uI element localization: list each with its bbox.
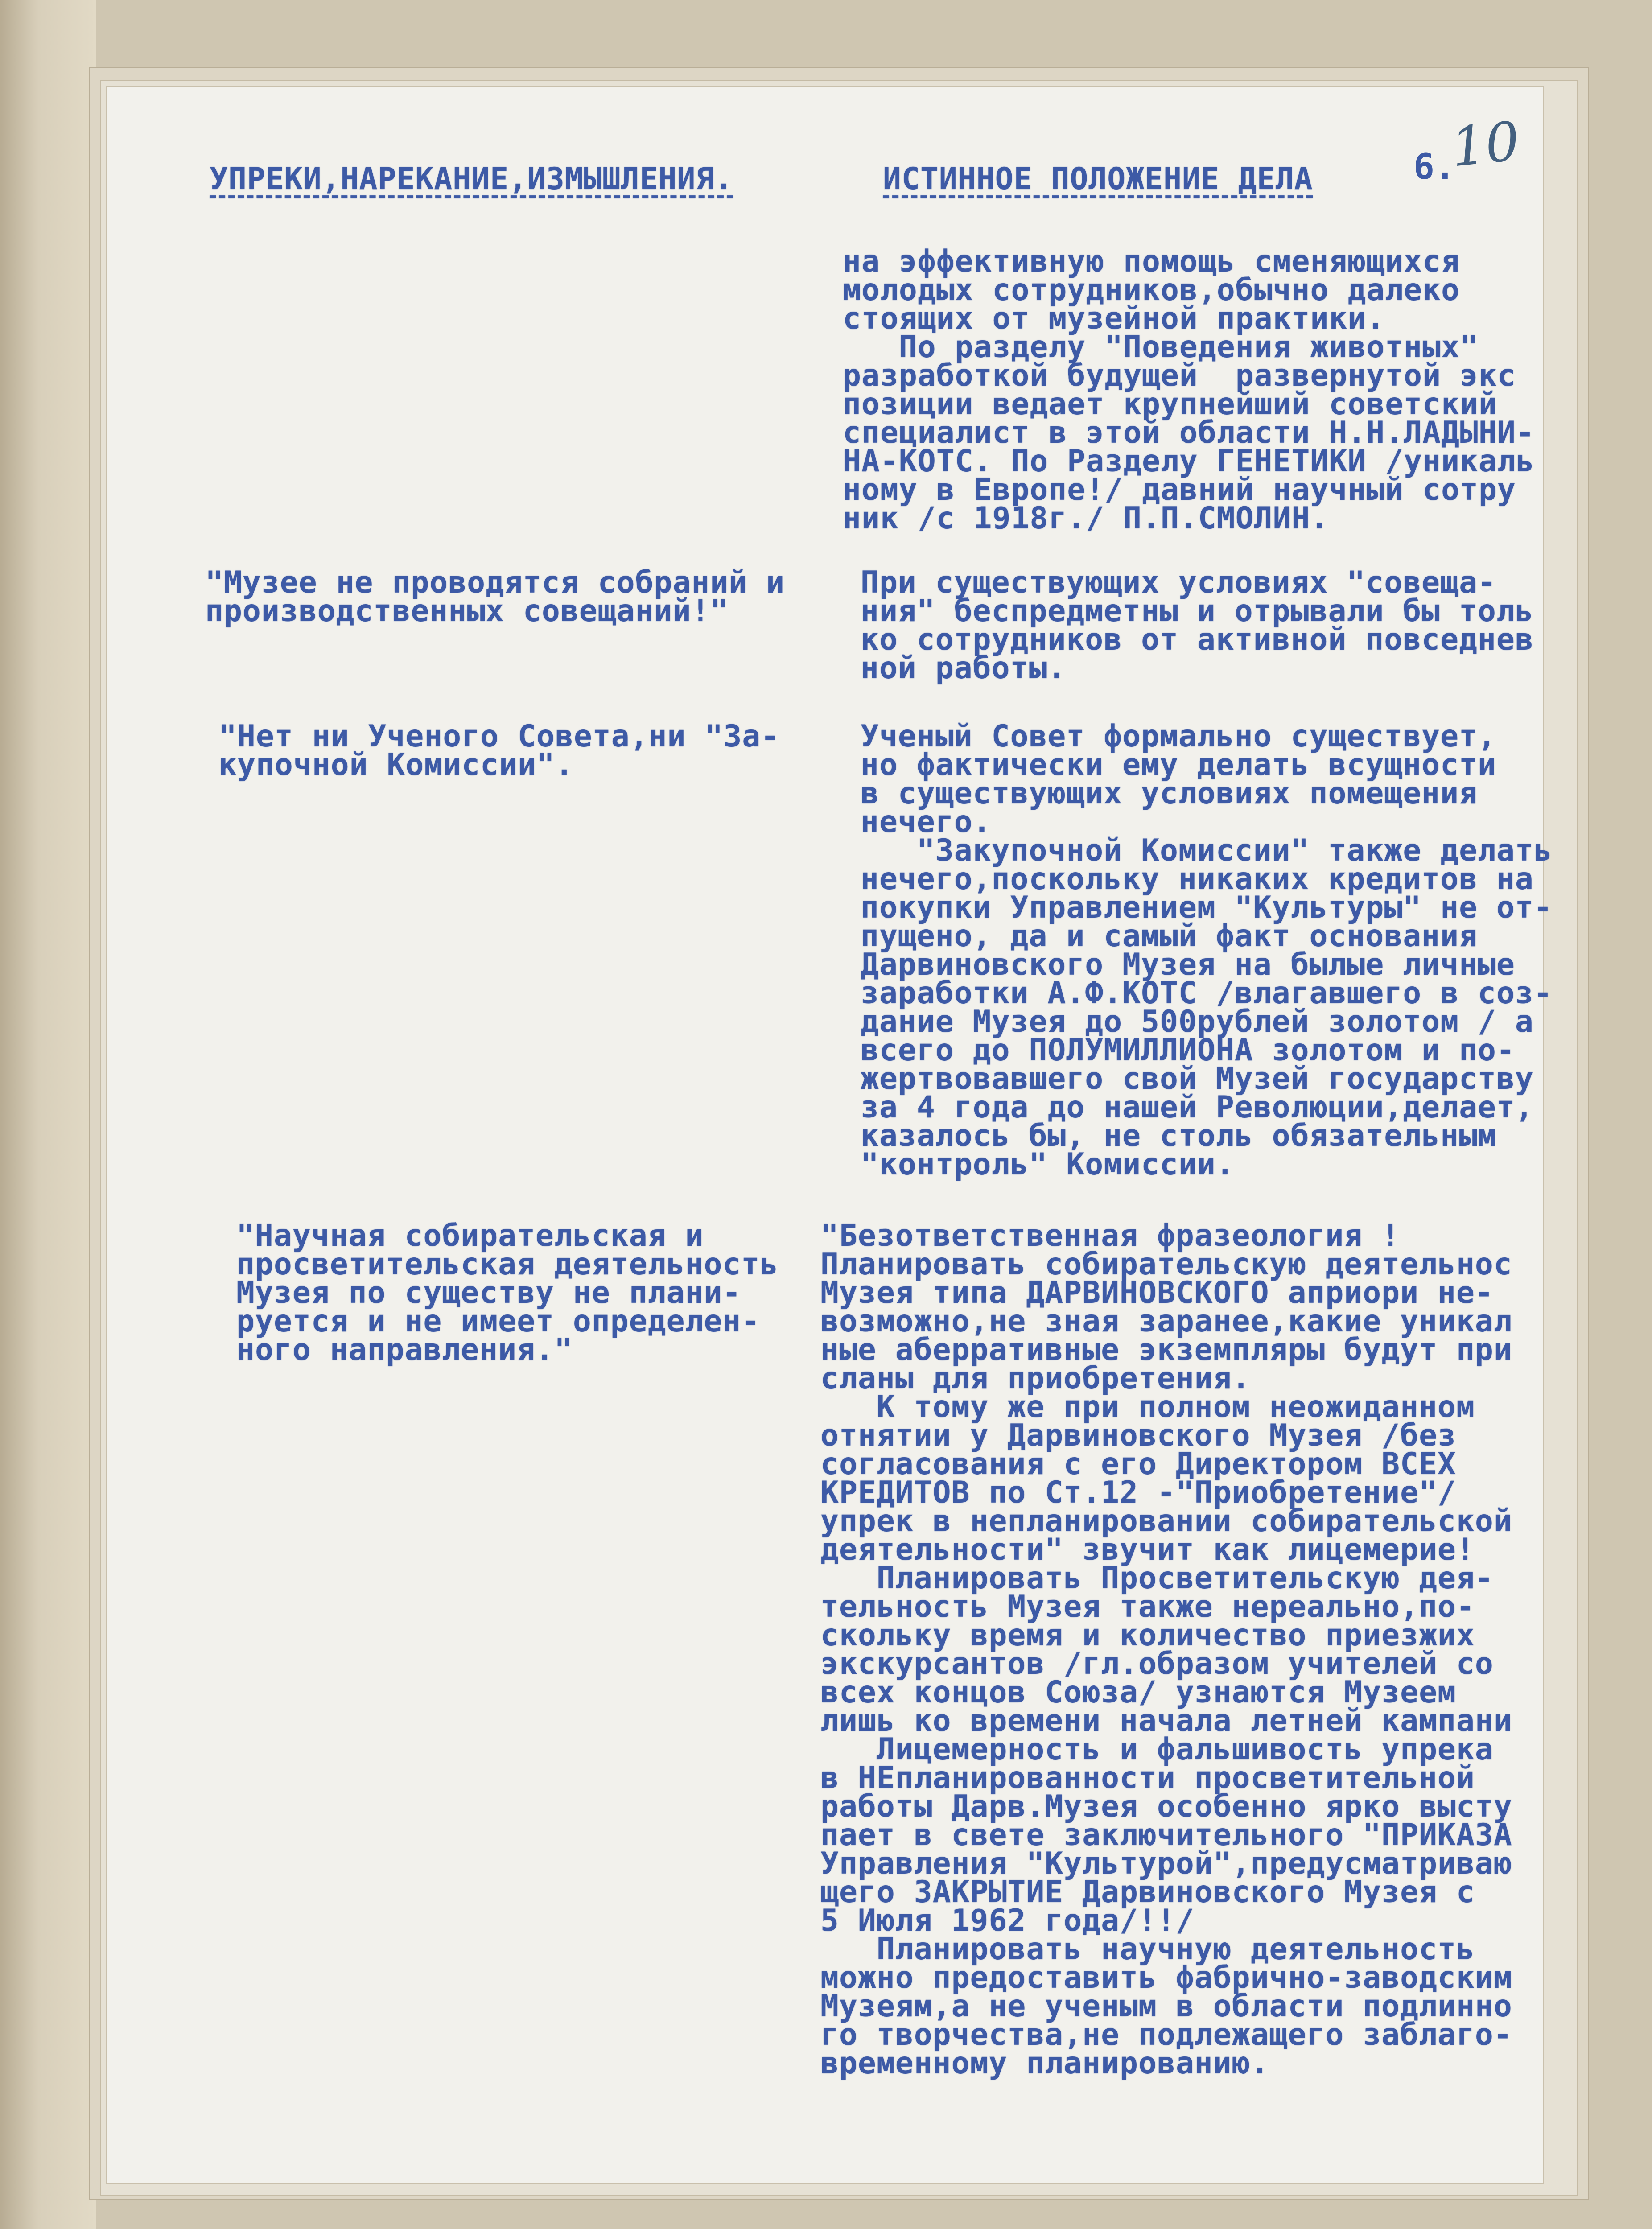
typed-line: ного направления." xyxy=(236,1332,573,1368)
pencil-page-number: 10 xyxy=(1448,110,1523,179)
left-block xyxy=(205,565,785,629)
typed-line: НА-КОТС. По Разделу ГЕНЕТИКИ /уникаль xyxy=(843,444,1535,479)
typed-line: нечего. xyxy=(861,804,992,840)
typed-line: "Закупочной Комиссии" также делать xyxy=(861,833,1553,868)
typed-line: временному планированию. xyxy=(820,2046,1269,2081)
typed-line: но фактически ему делать всущности xyxy=(861,747,1496,783)
typed-line: отнятии у Дарвиновского Музея /без xyxy=(820,1418,1456,1453)
typed-line: нечего,поскольку никаких кредитов на xyxy=(861,861,1534,897)
typed-line: Управления "Культурой",предусматриваю xyxy=(820,1846,1512,1881)
left-column-header: УПРЕКИ,НАРЕКАНИЕ,ИЗМЫШЛЕНИЯ. xyxy=(210,161,733,197)
typed-line: лишь ко времени начала летней кампани xyxy=(820,1703,1512,1739)
typed-line: согласования с его Директором ВСЕХ xyxy=(820,1446,1456,1482)
page-number: 6. xyxy=(1413,147,1455,187)
typed-line: "Музее не проводятся собраний и xyxy=(205,565,785,600)
typed-line: за 4 года до нашей Революции,делает, xyxy=(861,1090,1534,1125)
typed-line: Планировать научную деятельность xyxy=(820,1932,1475,1967)
typed-line: Планировать собирательскую деятельнос xyxy=(820,1247,1512,1282)
typed-line: скольку время и количество приезжих xyxy=(820,1618,1475,1653)
typed-line: ко сотрудников от активной повседнев xyxy=(861,622,1534,657)
typed-line: тельность Музея также нереально,по- xyxy=(820,1589,1475,1624)
typed-line: пущено, да и самый факт основания xyxy=(861,919,1478,954)
typed-line: "Нет ни Ученого Совета,ни "За- xyxy=(218,719,780,754)
typed-line: "Безответственная фразеология ! xyxy=(820,1218,1401,1253)
typed-line: Музея типа ДАРВИНОВСКОГО априори не- xyxy=(820,1275,1494,1310)
typed-line: экскурсантов /гл.образом учителей со xyxy=(820,1646,1494,1681)
typed-line: Планировать Просветительскую дея- xyxy=(820,1561,1494,1596)
typed-line: купочной Комиссии". xyxy=(218,747,574,783)
right-block xyxy=(820,1218,1512,2081)
left-block xyxy=(218,719,780,783)
typed-line: ной работы. xyxy=(861,651,1067,686)
typed-line: работы Дарв.Музея особенно ярко высту xyxy=(820,1789,1512,1824)
typed-line: руется и не имеет определен- xyxy=(236,1304,760,1339)
typed-line: возможно,не зная заранее,какие уникал xyxy=(820,1304,1512,1339)
typed-line: заработки А.Ф.КОТС /влагавшего в соз- xyxy=(861,976,1553,1011)
right-block xyxy=(861,719,1553,1182)
typed-line: го творчества,не подлежащего заблаго- xyxy=(820,2017,1512,2052)
typed-line: упрек в непланировании собирательской xyxy=(820,1504,1512,1539)
typed-line: всех концов Союза/ узнаются Музеем xyxy=(820,1675,1456,1710)
typed-line: Ученый Совет формально существует, xyxy=(861,719,1496,754)
typed-line: щего ЗАКРЫТИЕ Дарвиновского Музея с xyxy=(820,1875,1475,1910)
typed-line: По разделу "Поведения животных" xyxy=(843,330,1479,365)
typed-line: ния" беспредметны и отрывали бы толь xyxy=(861,593,1534,629)
typed-line: Лицемерность и фальшивость упрека xyxy=(820,1732,1494,1767)
typed-line: деятельности" звучит как лицемерие! xyxy=(820,1532,1475,1567)
typed-line: ному в Европе!/ давний научный сотру xyxy=(843,472,1516,507)
typed-line: "Научная собирательская и xyxy=(236,1218,704,1253)
typed-line: Музея по существу не плани- xyxy=(236,1275,742,1310)
typed-line: сланы для приобретения. xyxy=(820,1361,1251,1396)
typed-line: молодых сотрудников,обычно далеко xyxy=(843,272,1460,308)
typed-line: ник /с 1918г./ П.П.СМОЛИН. xyxy=(843,501,1329,536)
typed-line: в НЕпланированности просветительной xyxy=(820,1760,1475,1796)
typed-line: К тому же при полном неожиданном xyxy=(820,1389,1475,1425)
typed-line: в существующих условиях помещения xyxy=(861,776,1478,811)
typed-line: Дарвиновского Музея на былые личные xyxy=(861,947,1515,982)
typed-line: специалист в этой области Н.Н.ЛАДЫНИ- xyxy=(843,415,1535,450)
typed-line: стоящих от музейной практики. xyxy=(843,301,1385,336)
typed-line: При существующих условиях "совеща- xyxy=(861,565,1496,600)
typed-line: казалось бы, не столь обязательным xyxy=(861,1118,1496,1154)
right-column-header: ИСТИННОЕ ПОЛОЖЕНИЕ ДЕЛА xyxy=(883,161,1313,197)
typed-line: можно предоставить фабрично-заводским xyxy=(820,1960,1512,1995)
typed-line: "контроль" Комиссии. xyxy=(861,1147,1235,1182)
right-block xyxy=(843,244,1535,536)
typed-line: ные аберративные экземпляры будут при xyxy=(820,1332,1512,1368)
typed-line: всего до ПОЛУМИЛЛИОНА золотом и по- xyxy=(861,1033,1515,1068)
left-block xyxy=(236,1218,779,1368)
typed-line: позиции ведает крупнейший советский xyxy=(843,387,1497,422)
typed-line: на эффективную помощь сменяющихся xyxy=(843,244,1460,279)
typed-line: КРЕДИТОВ по Ст.12 -"Приобретение"/ xyxy=(820,1475,1456,1510)
typed-line: пает в свете заключительного "ПРИКАЗА xyxy=(820,1817,1512,1853)
typed-line: дание Музея до 500рублей золотом / а xyxy=(861,1004,1534,1039)
typed-line: жертвовавшего свой Музей государству xyxy=(861,1061,1534,1096)
typed-line: 5 Июля 1962 года/!!/ xyxy=(820,1903,1195,1938)
binding-edge xyxy=(0,0,96,2229)
right-block xyxy=(861,565,1534,686)
typed-line: покупки Управлением "Культуры" не от- xyxy=(861,890,1553,925)
typed-line: разработкой будущей развернутой экс xyxy=(843,358,1516,393)
typed-line: Музеям,а не ученым в области подлинно xyxy=(820,1989,1512,2024)
typed-line: просветительская деятельность xyxy=(236,1247,779,1282)
typed-line: производственных совещаний!" xyxy=(205,593,729,629)
